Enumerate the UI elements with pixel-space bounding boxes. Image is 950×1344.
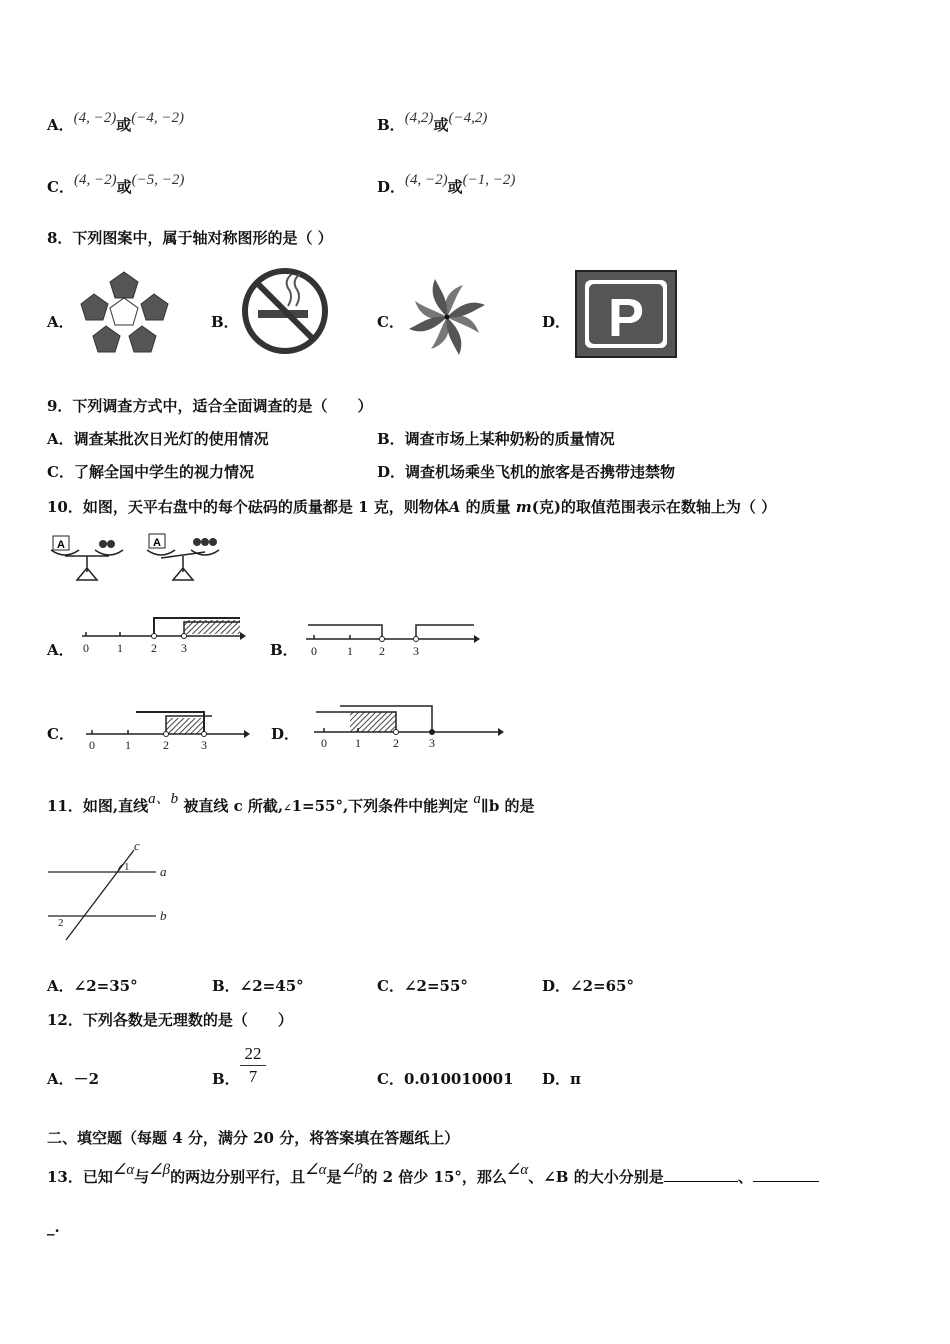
svg-text:c: c bbox=[134, 838, 140, 853]
number-line-d bbox=[310, 698, 506, 752]
balance-scales-figure bbox=[45, 528, 225, 584]
option-label: B． bbox=[377, 116, 405, 134]
q11-option-c: C．∠2=55° bbox=[377, 977, 468, 995]
answer-blank-1[interactable] bbox=[664, 1167, 738, 1182]
q9-option-d: D．调查机场乘坐飞机的旅客是否携带违禁物 bbox=[377, 463, 676, 481]
coord-2: (−4, −2) bbox=[131, 110, 185, 126]
q7-option-a bbox=[47, 110, 185, 135]
denominator: 7 bbox=[248, 1067, 258, 1086]
svg-text:3: 3 bbox=[201, 738, 207, 752]
q9-stem: 9．下列调查方式中，适合全面调查的是（ ） bbox=[47, 397, 373, 415]
svg-text:2: 2 bbox=[163, 738, 169, 752]
parking-sign-figure bbox=[575, 270, 677, 358]
pentagon-pattern-figure bbox=[76, 268, 172, 360]
q7-option-b bbox=[377, 110, 488, 135]
number-line-b bbox=[302, 617, 482, 663]
svg-text:2: 2 bbox=[58, 917, 64, 929]
svg-text:3: 3 bbox=[413, 644, 419, 658]
svg-text:2: 2 bbox=[379, 644, 385, 658]
q8-label-d: D． bbox=[542, 313, 571, 331]
numerator: 22 bbox=[244, 1044, 262, 1063]
q13-stem: 13．已知∠α与∠β的两边分别平行，且∠α是∠β的 2 倍少 15°，那么∠α、∠B 的大小分别是 、 bbox=[47, 1167, 819, 1187]
no-smoking-sign-figure bbox=[240, 266, 330, 356]
q10-label-b: B． bbox=[270, 641, 298, 659]
svg-text:0: 0 bbox=[83, 641, 89, 655]
q13-tail: _. bbox=[47, 1218, 60, 1236]
svg-text:1: 1 bbox=[355, 736, 361, 750]
q9-option-c: C．了解全国中学生的视力情况 bbox=[47, 463, 254, 481]
svg-text:1: 1 bbox=[347, 644, 353, 658]
q11-option-d: D．∠2=65° bbox=[542, 977, 634, 995]
svg-text:1: 1 bbox=[125, 738, 131, 752]
fraction-22-7 bbox=[240, 1044, 266, 1087]
svg-text:A: A bbox=[57, 539, 65, 551]
parallel-lines-figure bbox=[44, 838, 174, 944]
section-2-heading: 二、填空题（每题 4 分，满分 20 分，将答案填在答题纸上） bbox=[47, 1129, 460, 1147]
svg-text:1: 1 bbox=[117, 641, 123, 655]
q8-stem: 8．下列图案中，属于轴对称图形的是（ ） bbox=[47, 229, 333, 247]
coord-1: (4,2) bbox=[404, 110, 434, 126]
q9-option-a: A．调查某批次日光灯的使用情况 bbox=[47, 430, 269, 448]
q11-option-b: B．∠2=45° bbox=[212, 977, 304, 995]
answer-blank-2[interactable] bbox=[753, 1167, 819, 1182]
q10-stem: 10．如图，天平右盘中的每个砝码的质量都是 1 克，则物体A 的质量 m(克)的取值范围表示在数轴上为（ ） bbox=[47, 498, 777, 516]
or-text: 或 bbox=[116, 178, 132, 196]
q8-label-a: A． bbox=[47, 313, 74, 331]
option-label: A． bbox=[47, 116, 74, 134]
svg-text:1: 1 bbox=[124, 861, 130, 873]
q12-option-c: C．0.010010001 bbox=[377, 1070, 514, 1088]
svg-text:3: 3 bbox=[181, 641, 187, 655]
svg-text:0: 0 bbox=[321, 736, 327, 750]
coord-1: (4, −2) bbox=[73, 110, 117, 126]
svg-text:b: b bbox=[160, 908, 167, 923]
or-text: 或 bbox=[447, 178, 463, 196]
q12-option-a: A．－2 bbox=[47, 1070, 100, 1088]
coord-2: (−5, −2) bbox=[131, 172, 185, 188]
number-line-a bbox=[78, 612, 246, 662]
or-text: 或 bbox=[116, 116, 132, 134]
coord-2: (−1, −2) bbox=[462, 172, 516, 188]
q11-option-a: A．∠2=35° bbox=[47, 977, 138, 995]
q11-stem: 11．如图,直线a、b 被直线 c 所截,∠1=55°,下列条件中能判定 a∥b 的是 bbox=[47, 791, 535, 815]
option-label: C． bbox=[47, 178, 74, 196]
svg-text:0: 0 bbox=[311, 644, 317, 658]
svg-text:0: 0 bbox=[89, 738, 95, 752]
q7-option-d bbox=[377, 172, 516, 197]
q7-option-c bbox=[47, 172, 185, 197]
q10-label-a: A． bbox=[47, 641, 74, 659]
q9-option-b: B．调查市场上某种奶粉的质量情况 bbox=[377, 430, 615, 448]
coord-2: (−4,2) bbox=[448, 110, 488, 126]
svg-text:A: A bbox=[153, 537, 161, 549]
svg-text:3: 3 bbox=[429, 736, 435, 750]
option-label: D． bbox=[377, 178, 406, 196]
q10-label-d: D． bbox=[271, 725, 300, 743]
q12-option-b: B． bbox=[212, 1070, 240, 1088]
svg-text:2: 2 bbox=[151, 641, 157, 655]
number-line-c bbox=[82, 706, 252, 752]
q8-label-b: B． bbox=[211, 313, 239, 331]
q12-stem: 12．下列各数是无理数的是（ ） bbox=[47, 1011, 293, 1029]
q12-option-d: D．π bbox=[542, 1070, 581, 1088]
q8-label-c: C． bbox=[377, 313, 404, 331]
coord-1: (4, −2) bbox=[405, 172, 448, 188]
q10-label-c: C． bbox=[47, 725, 74, 743]
parking-letter: P bbox=[607, 288, 645, 348]
svg-text:a: a bbox=[160, 864, 167, 879]
pinwheel-figure bbox=[405, 275, 489, 359]
coord-1: (4, −2) bbox=[73, 172, 117, 188]
or-text: 或 bbox=[433, 116, 449, 134]
svg-text:2: 2 bbox=[393, 736, 399, 750]
